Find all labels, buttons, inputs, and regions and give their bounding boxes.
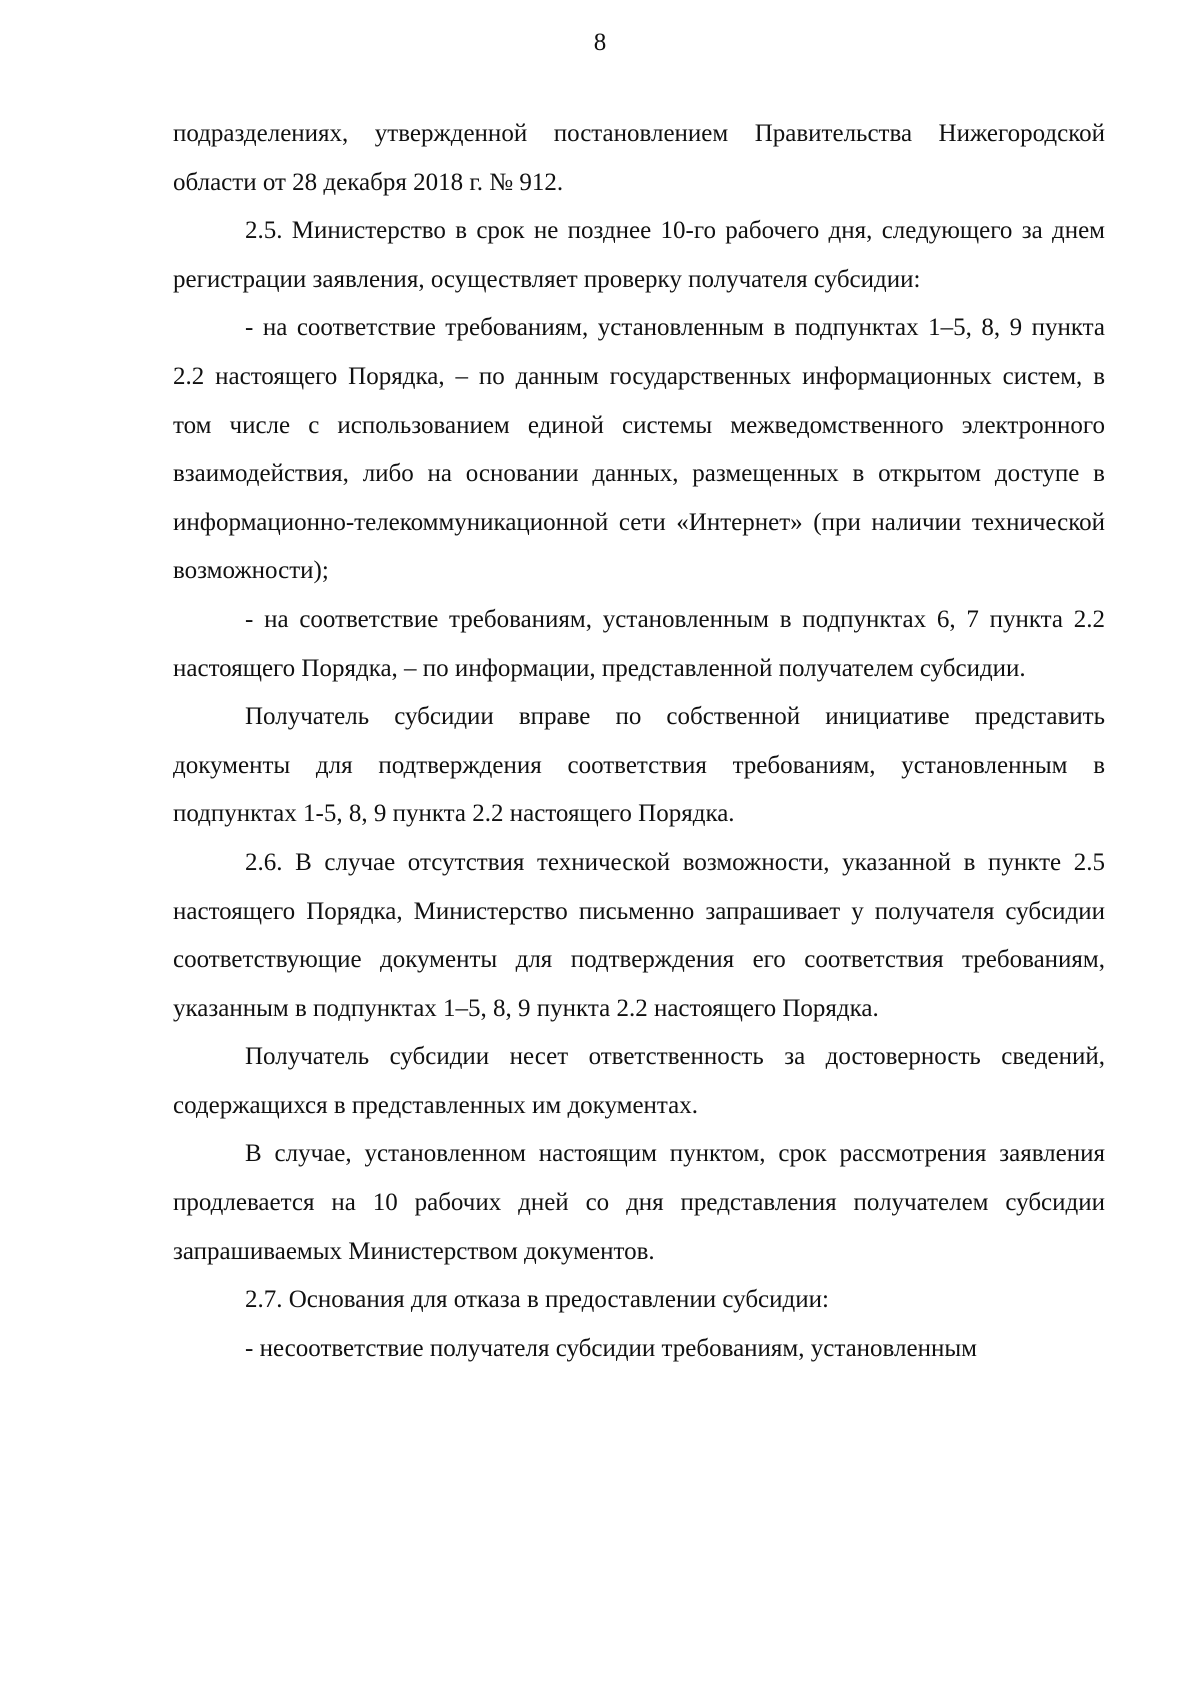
paragraph-refusal-ground: - несоответствие получателя субсидии требованиям, установленным (245, 1334, 977, 1362)
paragraph-recipient-responsibility: Получатель субсидии несет ответственность за достоверность сведений, содержащихся в представленных им документах. (173, 1043, 1105, 1119)
paragraph-continuation: подразделениях, утвержденной постановлением Правительства Нижегородской области от 28 декабря 2018 г. № 912. (173, 120, 1105, 196)
paragraph-check-items-1-5-8-9: - на соответствие требованиям, установленным в подпунктах 1–5, 8, 9 пункта 2.2 настоящего Порядка, – по данным государственных информационных систем, в том числе с использованием единой системы межведомственного электронного взаимодействия, либо на основании данных, размещенных в открытом доступе в информационно-телекоммуникационной сети «Интернет» (при наличии технической возможности); (173, 314, 1105, 585)
paragraph-2-6: 2.6. В случае отсутствия технической возможности, указанной в пункте 2.5 настоящего Порядка, Министерство письменно запрашивает у получателя субсидии соответствующие документы для подтверждения его соответствия требованиям, указанным в подпунктах 1–5, 8, 9 пункта 2.2 настоящего Порядка. (173, 848, 1105, 1022)
paragraph-check-items-6-7: - на соответствие требованиям, установленным в подпунктах 6, 7 пункта 2.2 настоящего Порядка, – по информации, представленной получателем субсидии. (173, 605, 1105, 682)
paragraph-2-7: 2.7. Основания для отказа в предоставлении субсидии: (245, 1286, 829, 1314)
paragraph-2-5: 2.5. Министерство в срок не позднее 10-го рабочего дня, следующего за днем регистрации заявления, осуществляет проверку получателя субсидии: (173, 217, 1105, 293)
paragraph-recipient-initiative: Получатель субсидии вправе по собственной инициативе представить документы для подтверждения соответствия требованиям, установленным в подпунктах 1-5, 8, 9 пункта 2.2 настоящего Порядка. (173, 703, 1105, 828)
page-number: 8 (593, 29, 607, 56)
paragraph-review-extension: В случае, установленном настоящим пунктом, срок рассмотрения заявления продлевается на 10 рабочих дней со дня представления получателем субсидии запрашиваемых Министерством документов. (173, 1140, 1105, 1265)
document-body (173, 110, 1105, 1373)
